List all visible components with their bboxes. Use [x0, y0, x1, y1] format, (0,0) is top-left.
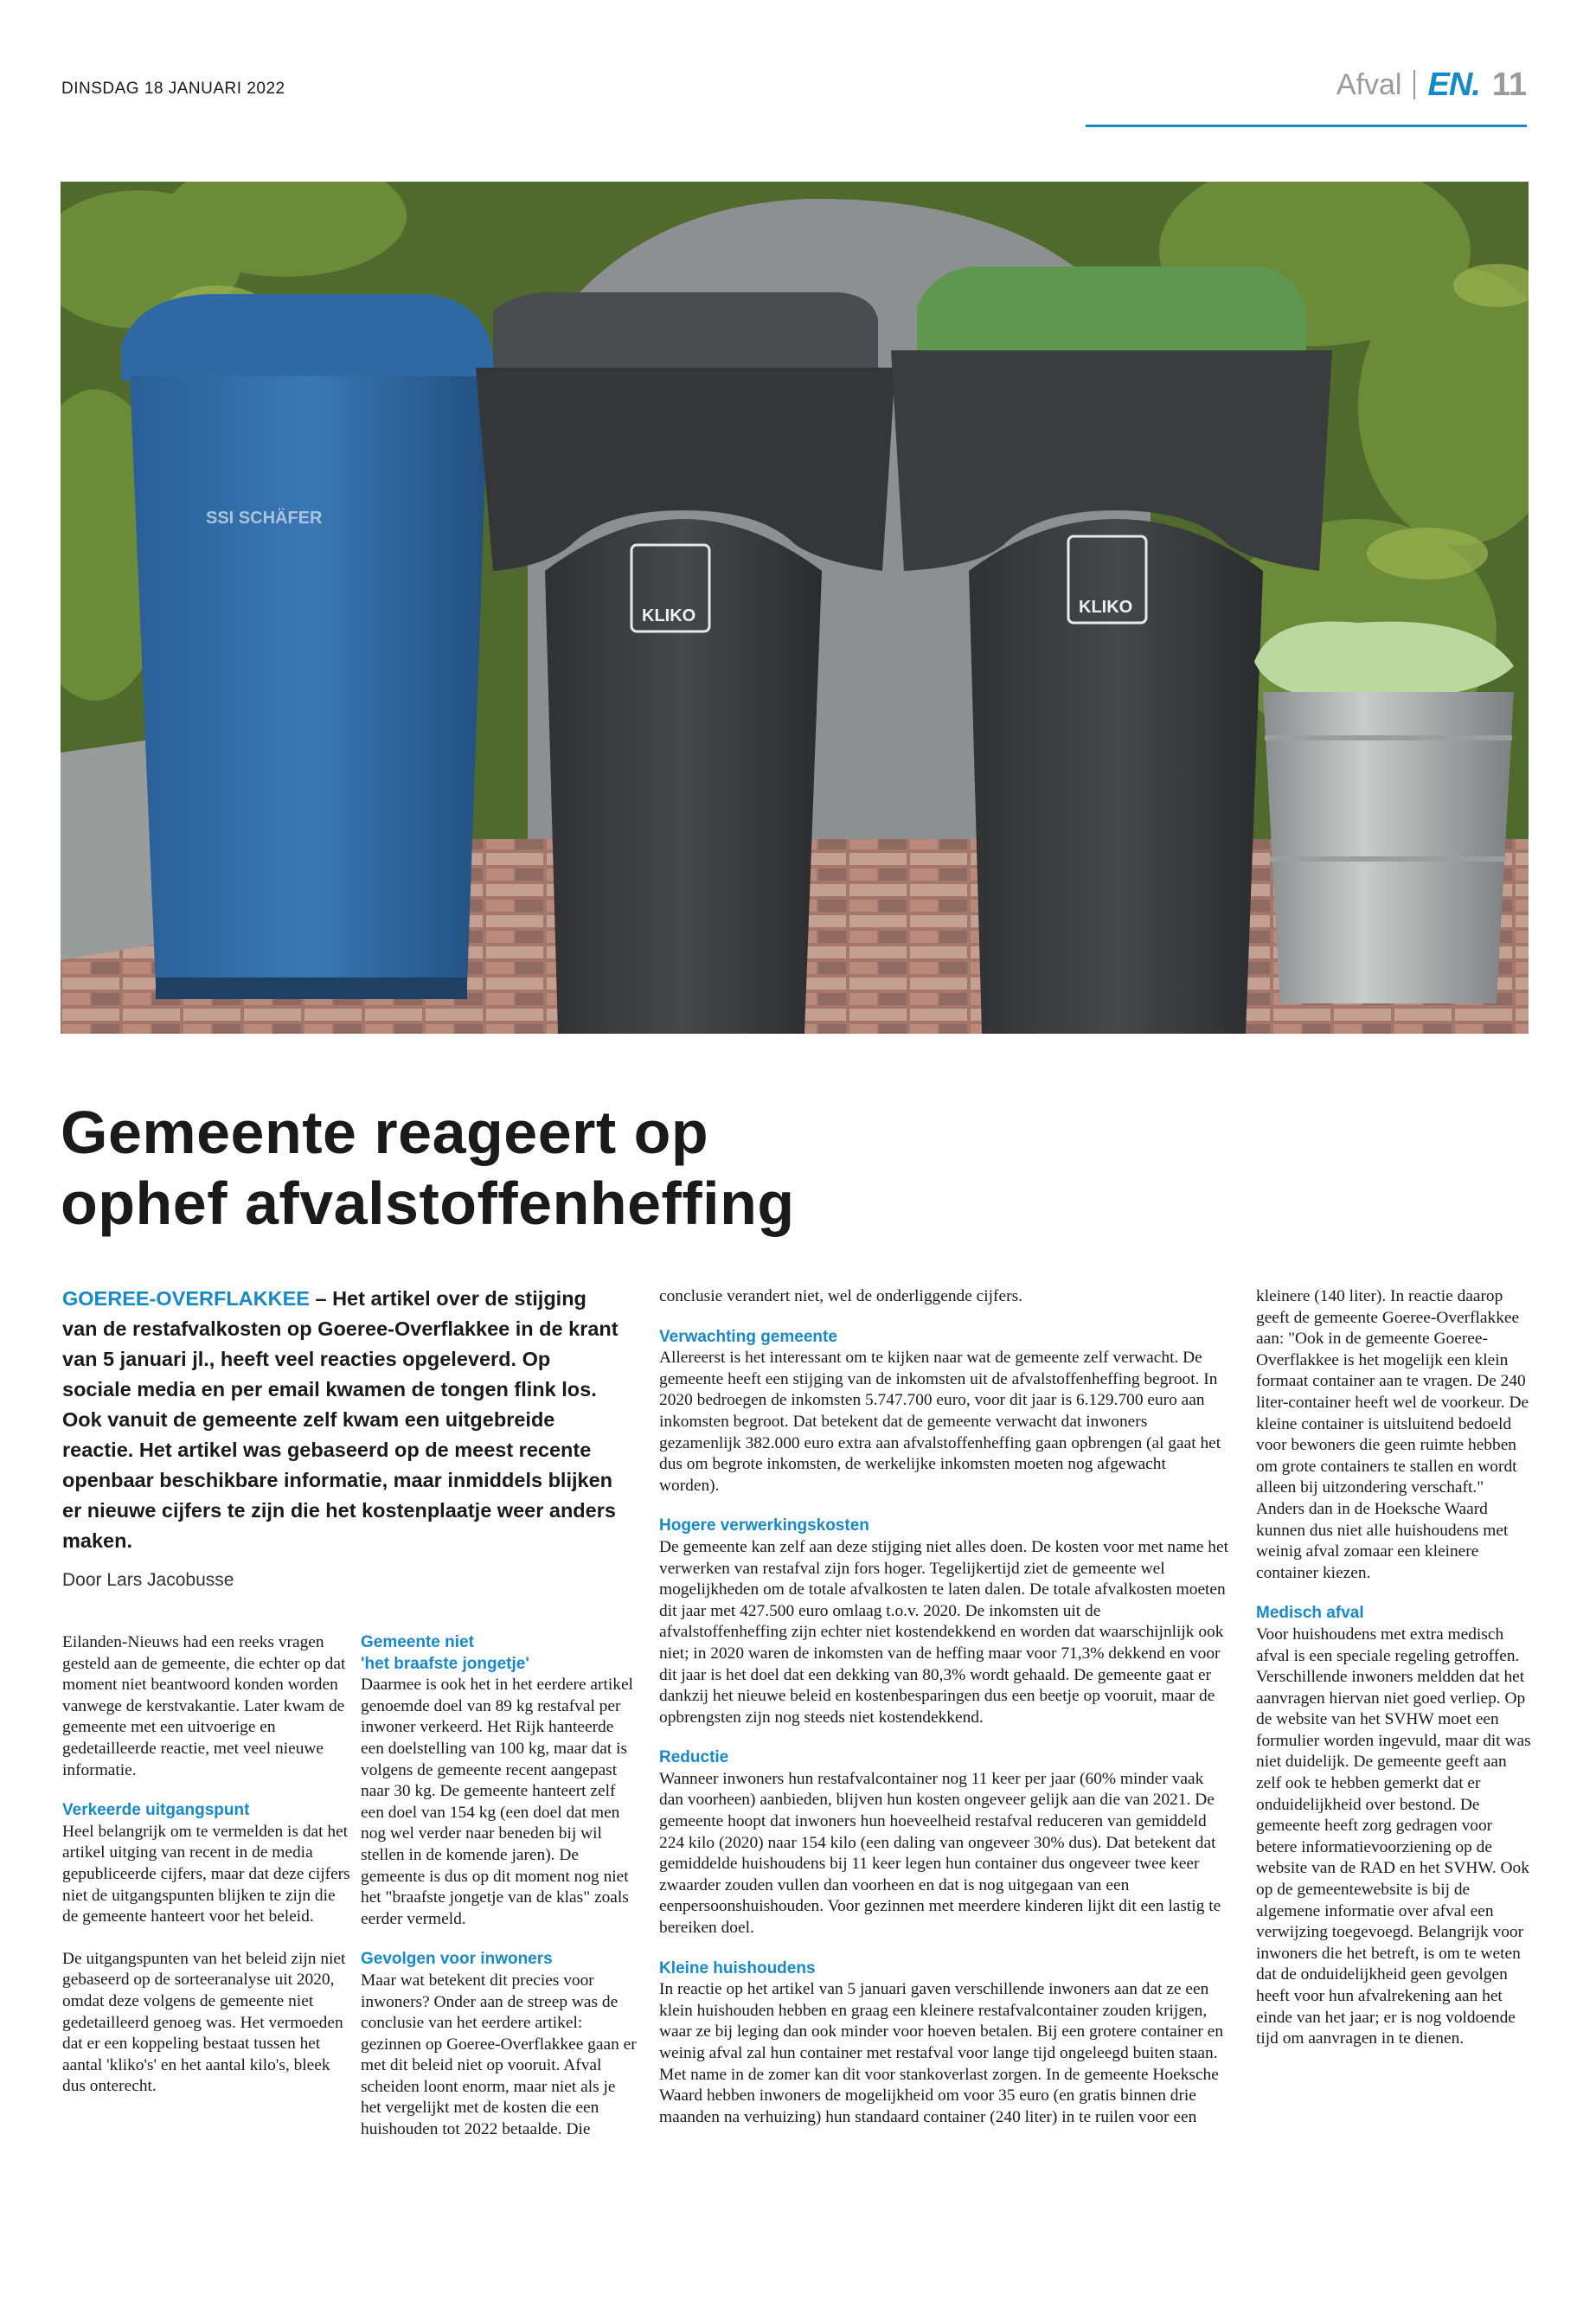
bin-brand-label: KLIKO	[1079, 598, 1133, 617]
subheading: Gevolgen voor inwoners	[361, 1950, 553, 1969]
section-header	[1336, 66, 1527, 104]
body-paragraph: Wanneer inwoners hun restafvalcontainer nog 11 keer per jaar (60% minder vaak dan voorheen) aanbieden, blijven hun kosten ongeveer gelijk aan die van 2021. De gemeente hoopt dat inwoners hun hoeveelheid restafval reduceren van gemiddeld 224 kilo (2020) naar 154 kilo (een daling van ongeveer 30% dus). Dat betekent dat gemiddelde huishoudens bij 11 keer legen hun container dus ongeveer twee keer zwaarder zouden vullen dan voorheen en dat is nog uitgegaan van een eenpersoonshuishouden. Voor gezinnen met meerdere kinderen lijkt dit een lastig te bereiken doel.	[659, 1769, 1221, 1938]
body-paragraph: Allereerst is het interessant om te kijken naar wat de gemeente zelf verwacht. De gemeente heeft een stijging van de inkomsten uit de afvalstoffenheffing begroot. In 2020 bedroegen de inkomsten 5.747.700 euro, voor dit jaar is 6.129.700 euro aan inkomsten begroot. Dat betekent dat de gemeente verwacht dat inwoners gezamenlijk 382.000 euro extra aan afvalstoffenheffing gaan opbrengen (al gaat het dus om begrote inkomsten, de werkelijke inkomsten moeten nog afgewacht worden).	[659, 1349, 1221, 1495]
page-number: 11	[1491, 66, 1527, 103]
subheading: Verwachting gemeente	[659, 1327, 837, 1346]
subheading: Hogere verwerkingskosten	[659, 1516, 869, 1535]
body-paragraph: conclusie verandert niet, wel de onderliggende cijfers.	[659, 1287, 1022, 1305]
lead-dateline: GOEREE-OVERFLAKKEE	[62, 1287, 310, 1310]
body-paragraph: In reactie op het artikel van 5 januari gaven verschillende inwoners aan dat ze een klein huishouden hebben en graag een kleinere restafvalcontainer zouden krijgen, waar ze bij leging dan ook minder voor hoeven betalen. Bij een grotere container en weinig afval zal hun container met restafval voor lange tijd ongeleegd buiten staan. Met name in de zomer kan dit voor stankoverlast zorgen. In de gemeente Hoeksche Waard hebben inwoners de mogelijkheid om voor 35 euro (en gratis binnen drie maanden na verhuizing) hun standaard container (240 liter) in te ruilen voor een	[659, 1980, 1224, 2126]
issue-date: DINSDAG 18 JANUARI 2022	[61, 80, 285, 98]
header-divider	[1413, 70, 1415, 99]
lead-text: – Het artikel over de stijging van de restafvalkosten op Goeree-Overflakkee in de krant van 5 januari jl., heeft veel reacties opgeleverd. Op sociale media en per email kwamen de tongen flink los. Ook vanuit de gemeente zelf kwam een uitgebreide reactie. Het artikel was gebaseerd op de meest recente openbaar beschikbare informatie, maar inmiddels blijken er nieuwe cijfers te zijn die het kostenplaatje weer anders maken.	[62, 1287, 619, 1552]
body-paragraph: Maar wat betekent dit precies voor inwoners? Onder aan de streep was de conclusie van het eerdere artikel: gezinnen op Goeree-Overflakkee gaan er met dit beleid niet op vooruit. Afval scheiden loont enorm, maar niet als je het vergelijkt met de kosten die een huishouden tot 2022 betaalde. Die	[361, 1971, 637, 2139]
headline-line-1: Gemeente reageert op	[61, 1099, 709, 1166]
subheading-line-1: Gemeente niet	[361, 1633, 474, 1651]
subheading-line-2: 'het braafste jongetje'	[361, 1654, 529, 1673]
waste-bins-photo	[61, 182, 1529, 1034]
subheading: Medisch afval	[1256, 1604, 1364, 1623]
body-column-4	[1256, 1286, 1531, 2050]
body-paragraph: De uitgangspunten van het beleid zijn niet gebaseerd op de sorteeranalyse uit 2020, omdat deze volgens de gemeente niet gedetailleerd genoeg was. Het vermoeden dat er een koppeling bestaat tussen het aantal 'kliko's' en het aantal kilo's, bleek dus onterecht.	[62, 1949, 346, 2096]
blue-bin	[121, 294, 493, 999]
body-column-1	[62, 1632, 353, 2098]
brand-logo: EN.	[1427, 66, 1480, 103]
byline: Door Lars Jacobusse	[62, 1570, 234, 1590]
body-paragraph: Daarmee is ook het in het eerdere artikel genoemde doel van 89 kg restafval per inwoner verkeerd. Het Rijk hanteerde een doelstelling van 100 kg, maar dat is volgens de gemeente recent aangepast naar 30 kg. De gemeente hanteert zelf een doel van 154 kg (een doel dat men nog wel verder naar beneden bij wil stellen in de komende jaren). De gemeente is dus op dit moment nog niet het "braafste jongetje van de klas" zoals eerder vermeld.	[361, 1676, 633, 1928]
body-column-2	[361, 1632, 638, 2141]
headline	[61, 1097, 1099, 1239]
bin-brand-label: KLIKO	[642, 606, 696, 625]
body-paragraph: kleinere (140 liter). In reactie daarop geeft de gemeente Goeree-Overflakkee aan: "Ook in de gemeente Goeree-Overflakkee is het mogelijk een klein formaat container aan te vragen. De 240 liter-container heeft wel de voorkeur. De kleine container is uitsluitend bedoeld voor bewoners die geen ruimte hebben om grote containers te stallen en wordt alleen bij uitzondering verschaft." Anders dan in de Hoeksche Waard kunnen dus niet alle huishoudens met weinig afval zomaar een kleinere container kiezen.	[1256, 1287, 1529, 1582]
headline-line-2: ophef afvalstoffenheffing	[61, 1170, 795, 1237]
body-paragraph: De gemeente kan zelf aan deze stijging niet alles doen. De kosten voor met name het verwerken van restafval zijn fors hoger. Tegelijkertijd ziet de gemeente wel mogelijkheden om de totale afvalkosten te laten dalen. De totale afvalkosten moeten dit jaar met 427.500 euro omlaag t.o.v. 2020. De inkomsten uit de afvalstoffenheffing zijn echter niet kostendekkend en worden dat waarschijnlijk ook niet; in 2020 waren de inkomsten van de heffing maar voor 71,3% dekkend en voor dit jaar is het doel dat een dekking van 80,3% wordt gehaald. De gemeente gaat er dankzij het nieuwe beleid en kostenbesparingen dus een beetje op vooruit, maar de opbrengsten zijn nog steeds niet kostendekkend.	[659, 1537, 1228, 1727]
body-column-3	[659, 1286, 1230, 2128]
article-photo	[61, 182, 1529, 1034]
tin-bucket	[1254, 621, 1514, 1003]
body-paragraph: Voor huishoudens met extra medisch afval is een speciale regeling getroffen. Verschillende inwoners meldden dat het aanvragen hiervan niet goed verliep. Op de website van het SVHW moet een formulier worden ingevuld, maar dit was niet duidelijk. De gemeente geeft aan zelf ook te hebben gemerkt dat er onduidelijkheid over bestond. De gemeente heeft zorg gedragen voor betere informatievoorziening op de website van de RAD en het SVHW. Ook op de gemeentewebsite is bij de algemene informatie over afval een verwijzing toegevoegd. Belangrijk voor inwoners die het betreft, is om te weten dat de onduidelijkheid geen gevolgen heeft voor hun afvalrekening aan het einde van het jaar; er is nog voldoende tijd om aanvragen in te dienen.	[1256, 1625, 1531, 2048]
section-name: Afval	[1336, 67, 1402, 101]
body-paragraph: Heel belangrijk om te vermelden is dat het artikel uitging van recent in de media gepubliceerde cijfers, maar dat deze cijfers niet de uitgangspunten blijken te zijn die de gemeente hanteert voor het beleid.	[62, 1822, 350, 1926]
body-paragraph: Eilanden-Nieuws had een reeks vragen gesteld aan de gemeente, die echter op dat moment niet beantwoord konden worden vanwege de kerstvakantie. Later kwam de gemeente met een uitvoerige en gedetailleerde reactie, met veel nieuwe informatie.	[62, 1633, 346, 1779]
header-rule	[1086, 125, 1527, 127]
subheading: Kleine huishoudens	[659, 1958, 816, 1977]
subheading	[361, 1632, 638, 1675]
bin-brand-label: SSI SCHÄFER	[206, 509, 323, 528]
subheading: Reductie	[659, 1748, 729, 1767]
lead-paragraph	[62, 1284, 625, 1556]
subheading: Verkeerde uitgangspunt	[62, 1801, 250, 1820]
